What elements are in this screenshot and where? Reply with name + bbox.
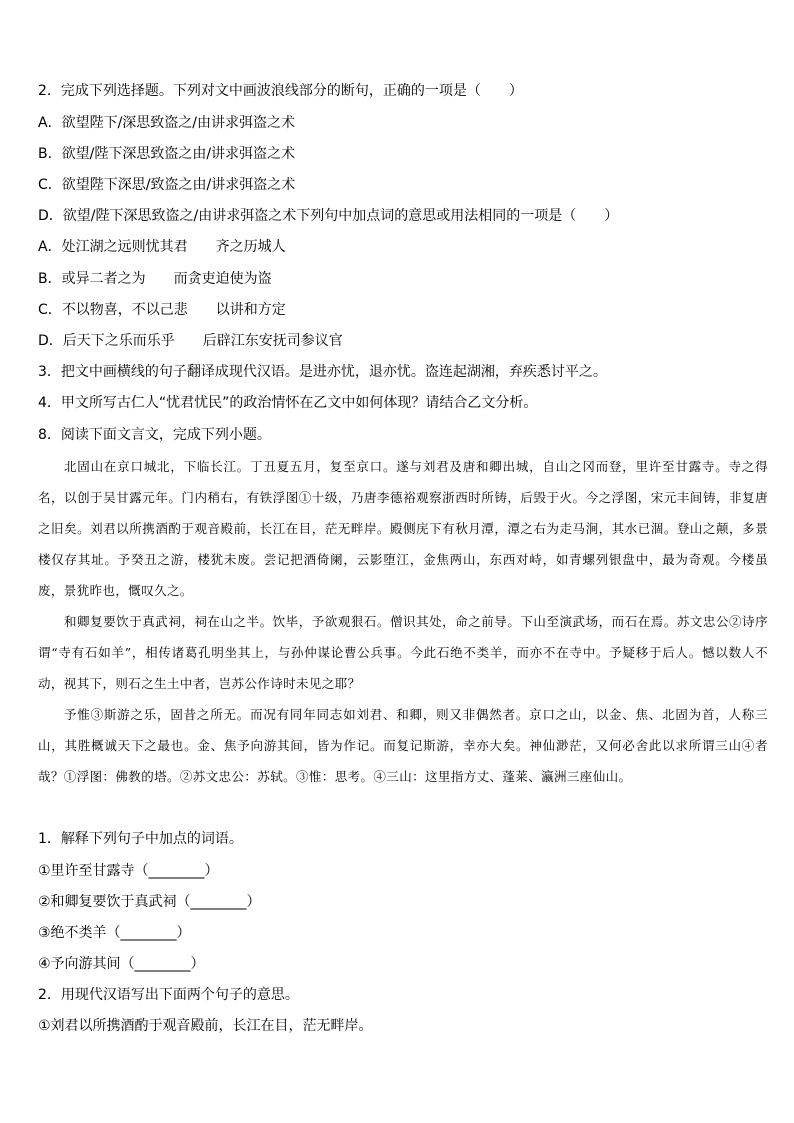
option-c-words: C．不以物喜，不以己悲 以讲和方定 <box>38 302 286 318</box>
question-3: 3．把文中画横线的句子翻译成现代汉语。是进亦忧，退亦忧。盗连起湖湘，弃疾悉讨平之。 <box>38 364 607 380</box>
classical-passage <box>38 451 768 792</box>
option-d-words: D．后天下之乐而乐乎 后辟江东安抚司参议官 <box>38 333 343 349</box>
sub-question-2: 2．用现代汉语写出下面两个句子的意思。 <box>38 987 299 1003</box>
sub-question-1: 1．解释下列句子中加点的词语。 <box>38 831 243 847</box>
question-8-heading: 8．阅读下面文言文，完成下列小题。 <box>38 427 271 443</box>
passage-paragraph-2: 和卿复要饮于真武祠，祠在山之半。饮毕，予欲观狠石。僧识其处，命之前导。下山至演武场，而石在焉。苏文忠公②诗序谓“寺有石如羊”，相传诸葛孔明坐其上，与孙仲谋论曹公兵事。今此石绝不类羊，而亦不在寺中。予疑移于后人。憾以数人不动，视其下，则石之生土中者，岂苏公作诗时未见之耶？ <box>38 614 768 691</box>
question-2-stem: 2．完成下列选择题。下列对文中画波浪线部分的断句，正确的一项是（ ） <box>38 83 523 99</box>
blank-item-2: ②和卿复要饮于真武祠（________） <box>38 894 261 910</box>
passage-paragraph-3: 予惟③斯游之乐，固昔之所无。而况有同年同志如刘君、和卿，则又非偶然者。京口之山，以金、焦、北固为首，人称三山，其胜概诚天下之最也。金、焦予向游其间，皆为作记。而复记斯游，幸亦大矣。神仙渺茫，又何必舍此以求所谓三山④者哉？①浮图：佛教的塔。②苏文忠公：苏轼。③惟：思考。④三山：这里指方丈、蓬莱、瀛洲三座仙山。 <box>38 707 768 784</box>
option-a: A．欲望陛下/深思致盗之/由讲求弭盗之术 <box>38 115 296 131</box>
option-c: C．欲望陛下深思/致盗之由/讲求弭盗之术 <box>38 177 296 193</box>
blank-item-1: ①里许至甘露寺（________） <box>38 863 219 879</box>
question-4: 4．甲文所写古仁人“忧君忧民”的政治情怀在乙文中如何体现？请结合乙文分析。 <box>38 395 538 411</box>
passage-paragraph-1: 北固山在京口城北，下临长江。丁丑夏五月，复至京口。遂与刘君及唐和卿出城，自山之冈而登，里许至甘露寺。寺之得名，以创于吴甘露元年。门内稍右，有铁浮图①十级，乃唐李德裕观察浙西时所铸，后毁于火。今之浮图，宋元丰间铸，非复唐之旧矣。刘君以所携酒酌于观音殿前，长江在目，茫无畔岸。殿侧庑下有秋月潭，潭之右为走马涧，其水已涸。登山之颠，多景楼仅存其址。予癸丑之游，楼犹未废。尝记把酒倚阑，云影堕江，金焦两山，东西对峙，如青螺列银盘中，最为奇观。今楼虽废，景犹昨也，慨叹久之。 <box>38 459 768 598</box>
option-a-words: A．处江湖之远则忧其君 齐之历城人 <box>38 239 286 255</box>
option-b: B．欲望/陛下深思致盗之由/讲求弭盗之术 <box>38 146 296 162</box>
blank-item-3: ③绝不类羊（________） <box>38 925 191 941</box>
blank-item-4: ④予向游其间（________） <box>38 956 205 972</box>
translation-item-1: ①刘君以所携酒酌于观音殿前，长江在目，茫无畔岸。 <box>38 1018 373 1034</box>
option-b-words: B．或异二者之为 而贪吏迫使为盗 <box>38 271 272 287</box>
option-d: D．欲望/陛下深思致盗之/由讲求弭盗之术下列句中加点词的意思或用法相同的一项是（ ） <box>38 208 619 224</box>
